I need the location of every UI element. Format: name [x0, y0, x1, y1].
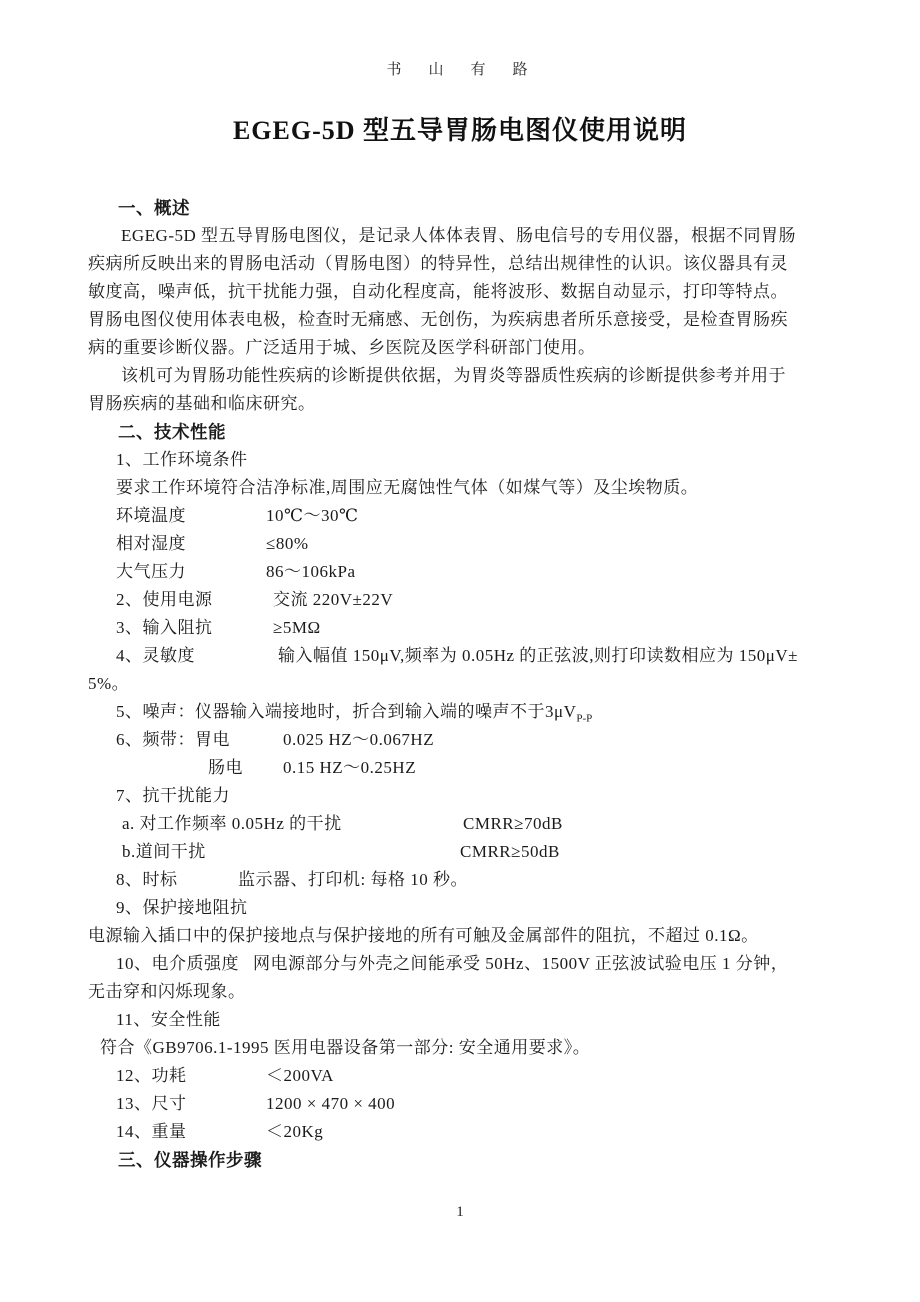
- line-text: 6、频带：胃电: [116, 730, 230, 749]
- text-line: [88, 502, 850, 530]
- text-line: [88, 474, 850, 502]
- line-text: 胃肠电图仪使用体表电极，检查时无痛感、无创伤，为疾病患者所乐意接受，是检查胃肠疾: [88, 310, 788, 329]
- line-text: 敏度高，噪声低，抗干扰能力强，自动化程度高，能将波形、数据自动显示，打印等特点。: [88, 282, 788, 301]
- text-line: [88, 810, 850, 838]
- line-text: 疾病所反映出来的胃肠电活动（胃肠电图）的特异性，总结出规律性的认识。该仪器具有灵: [88, 254, 788, 273]
- text-line: [88, 1062, 850, 1090]
- text-line: [88, 586, 850, 614]
- text-line: [88, 390, 850, 418]
- text-line: [88, 1118, 850, 1146]
- text-line: [88, 1034, 850, 1062]
- line-text: 13、尺寸: [116, 1094, 187, 1113]
- line-text: 3、输入阻抗: [116, 618, 213, 637]
- text-line: [88, 306, 850, 334]
- page-number: 1: [456, 1204, 464, 1220]
- line-text: 8、时标: [116, 870, 178, 889]
- line-text: a. 对工作频率 0.05Hz 的干扰: [122, 814, 342, 833]
- text-line: [88, 922, 850, 950]
- line-text: 9、保护接地阻抗: [116, 898, 248, 917]
- line-text: 大气压力: [116, 562, 186, 581]
- line-text: 4、灵敏度: [116, 646, 195, 665]
- text-line: [88, 782, 850, 810]
- line-value: 0.025 HZ～0.067HZ: [283, 730, 435, 749]
- line-value: CMRR≥50dB: [460, 842, 560, 861]
- line-text: 12、功耗: [116, 1066, 187, 1085]
- line-value: 输入幅值 150μV,频率为 0.05Hz 的正弦波,则打印读数相应为 150μV±: [278, 646, 798, 665]
- line-text: 要求工作环境符合洁净标准,周围应无腐蚀性气体（如煤气等）及尘埃物质。: [116, 478, 699, 497]
- line-text: 相对湿度: [116, 534, 186, 553]
- document-body: [88, 194, 850, 1174]
- text-line: [88, 222, 850, 250]
- text-line: [88, 978, 850, 1006]
- section-heading: [88, 1146, 850, 1174]
- text-line: [88, 250, 850, 278]
- line-text: 14、重量: [116, 1122, 187, 1141]
- line-text: 10、电介质强度: [116, 954, 239, 973]
- section-heading: [88, 194, 850, 222]
- line-text: 一、概述: [118, 198, 190, 218]
- line-text: 该机可为胃肠功能性疾病的诊断提供依据，为胃炎等器质性疾病的诊断提供参考并用于: [121, 366, 786, 385]
- text-line: [88, 334, 850, 362]
- text-line: [88, 362, 850, 390]
- subscript-text: P-P: [576, 712, 593, 725]
- section-heading: [88, 418, 850, 446]
- line-text: 11、安全性能: [116, 1010, 221, 1029]
- line-value: 86～106kPa: [266, 562, 356, 581]
- line-value: 1200 × 470 × 400: [266, 1094, 396, 1113]
- line-value: 监示器、打印机: 每格 10 秒。: [238, 870, 468, 889]
- watermark-header: 书 山 有 路: [386, 62, 534, 78]
- line-value: 10℃～30℃: [266, 506, 359, 525]
- line-text: 1、工作环境条件: [116, 450, 248, 469]
- line-value: ＜20Kg: [266, 1122, 324, 1141]
- line-text: 无击穿和闪烁现象。: [88, 982, 246, 1001]
- text-line: [88, 698, 850, 726]
- line-value: ＜200VA: [266, 1066, 334, 1085]
- text-line: [88, 726, 850, 754]
- text-line: [88, 642, 850, 670]
- text-line: [88, 754, 850, 782]
- line-text: 病的重要诊断仪器。广泛适用于城、乡医院及医学科研部门使用。: [88, 338, 596, 357]
- line-value: CMRR≥70dB: [463, 814, 563, 833]
- text-line: [88, 1006, 850, 1034]
- text-line: [88, 558, 850, 586]
- line-text: 7、抗干扰能力: [116, 786, 230, 805]
- text-line: [88, 950, 850, 978]
- line-value: ≤80%: [266, 534, 309, 553]
- text-line: [88, 278, 850, 306]
- page-title: EGEG-5D 型五导胃肠电图仪使用说明: [232, 116, 688, 145]
- line-value: 0.15 HZ～0.25HZ: [283, 758, 417, 777]
- line-value: ≥5MΩ: [273, 618, 321, 637]
- text-line: [88, 670, 850, 698]
- text-line: [88, 614, 850, 642]
- line-value: 网电源部分与外壳之间能承受 50Hz、1500V 正弦波试验电压 1 分钟，: [253, 954, 789, 973]
- line-text: 胃肠疾病的基础和临床研究。: [88, 394, 316, 413]
- line-text: EGEG-5D 型五导胃肠电图仪，是记录人体体表胃、肠电信号的专用仪器，根据不同胃肠: [121, 226, 797, 245]
- line-text: 三、仪器操作步骤: [118, 1150, 262, 1170]
- line-text: 符合《GB9706.1-1995 医用电器设备第一部分: 安全通用要求》。: [100, 1038, 591, 1057]
- text-line: [88, 446, 850, 474]
- text-line: [88, 530, 850, 558]
- text-line: [88, 1090, 850, 1118]
- line-text: b.道间干扰: [122, 842, 206, 861]
- text-line: [88, 838, 850, 866]
- line-value: 交流 220V±22V: [273, 590, 394, 609]
- line-text: 二、技术性能: [118, 422, 226, 442]
- text-line: [88, 894, 850, 922]
- line-text: 电源输入插口中的保护接地点与保护接地的所有可触及金属部件的阻抗，不超过 0.1Ω。: [88, 926, 759, 945]
- text-line: [88, 866, 850, 894]
- line-text: 5%。: [88, 674, 130, 693]
- line-text: 肠电: [208, 758, 243, 777]
- line-text: 环境温度: [116, 506, 186, 525]
- line-text: 2、使用电源: [116, 590, 213, 609]
- line-text: 5、噪声：仪器输入端接地时，折合到输入端的噪声不于3μV: [116, 702, 577, 721]
